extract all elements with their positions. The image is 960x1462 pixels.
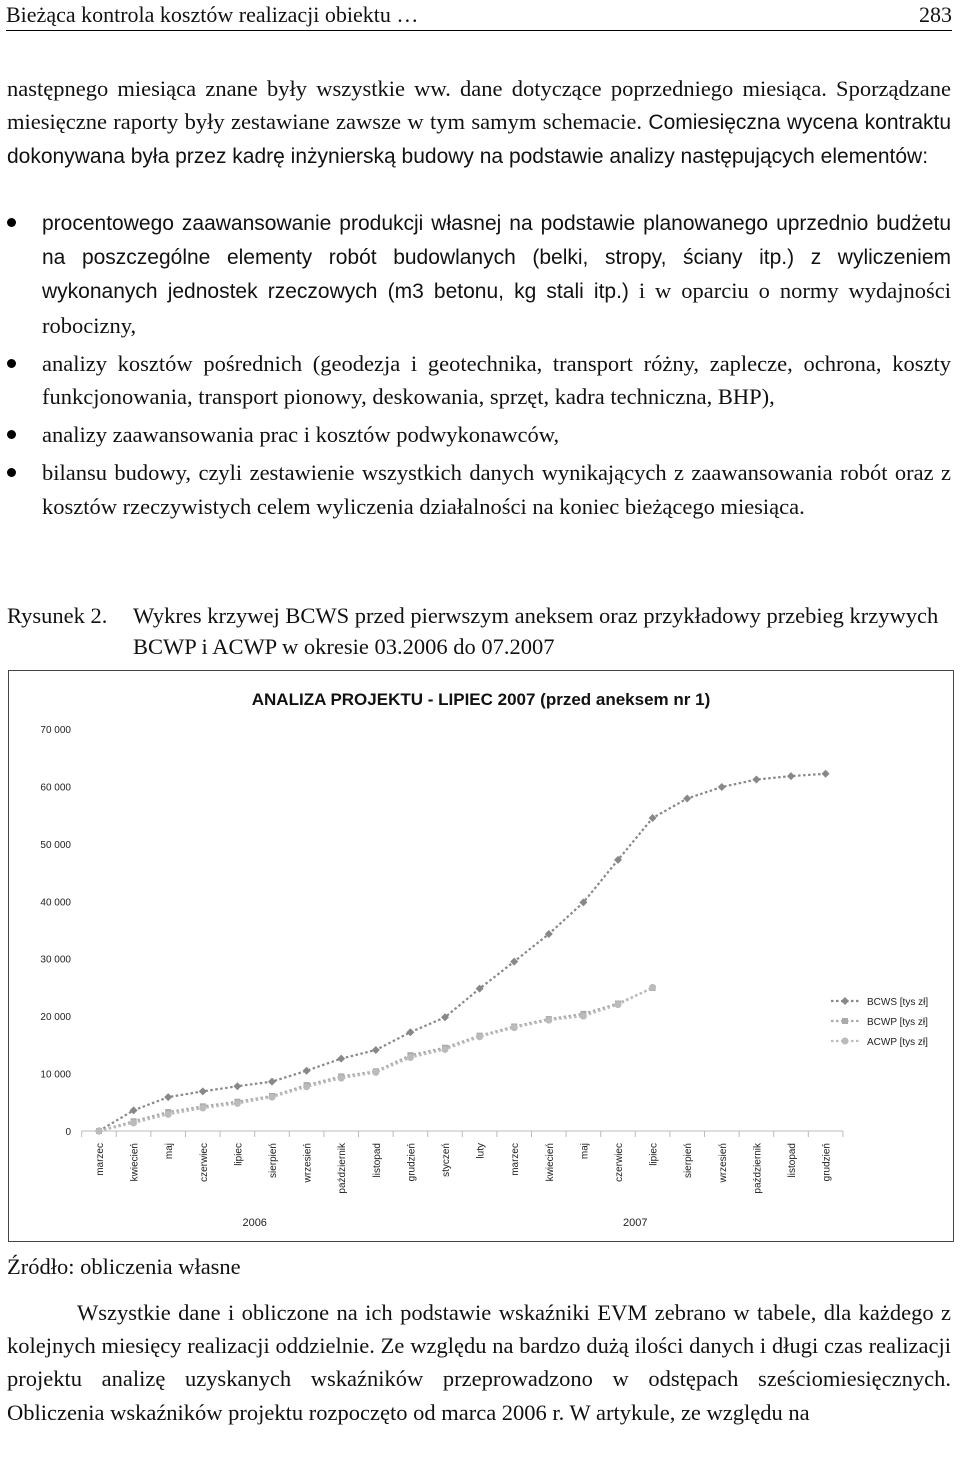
y-tick-label: 50 000 xyxy=(40,839,71,851)
x-tick-label: sierpień xyxy=(268,1143,279,1179)
acwp-point xyxy=(303,1083,310,1090)
running-header-title: Bieżąca kontrola kosztów realizacji obiektu … xyxy=(6,2,419,27)
x-tick-label: wrzesień xyxy=(302,1143,314,1183)
list-item-text: bilansu budowy, czyli zestawienie wszystkich danych wynikających z zaawansowania robót oraz z kosztów rzeczywistych celem wyliczenia działalności na koniec bieżącego miesiąca. xyxy=(42,460,951,519)
bcws-point xyxy=(164,1093,172,1101)
acwp-point xyxy=(649,984,656,991)
list-item-text: analizy kosztów pośrednich (geodezja i geotechnika, transport różny, zaplecze, ochrona, koszty funkcjonowania, transport pionowy, deskowania, sprzęt, kadra techniczna, BHP), xyxy=(42,350,951,410)
bcws-point xyxy=(406,1028,414,1036)
acwp-point xyxy=(338,1075,345,1082)
figure-source: Źródło: obliczenia własne xyxy=(7,1254,241,1279)
x-tick-label: lipiec xyxy=(233,1143,245,1166)
legend-label: BCWS [tys zł] xyxy=(867,997,929,1008)
bcws-point xyxy=(268,1078,276,1086)
legend-marker xyxy=(841,997,849,1005)
paragraph-1-serif: następnego miesiąca znane były wszystkie ww. dane dotyczące poprzedniego miesiąca. Sporządzane miesięczne raporty były zestawiane zawsze w tym samym schemacie. xyxy=(7,76,951,135)
acwp-point xyxy=(442,1046,449,1053)
acwp-point xyxy=(580,1013,587,1020)
bcws-point xyxy=(233,1082,241,1090)
series-line-1 xyxy=(99,988,653,1131)
x-tick-label: czerwiec xyxy=(198,1143,210,1182)
acwp-point xyxy=(96,1128,103,1135)
x-tick-label: marzec xyxy=(510,1143,522,1176)
acwp-point xyxy=(545,1017,552,1024)
acwp-point xyxy=(511,1024,518,1031)
paragraph-2: Wszystkie dane i obliczone na ich podstawie wskaźniki EVM zebrano w tabele, dla każdego z kolejnych miesięcy realizacji oddzielnie. Ze względu na bardzo dużą ilości danych i długi czas realizacji projektu analizę uzyskanych wskaźników przeprowadzono w odstępach sześciomiesięcznych. Obliczenia wskaźników projektu rozpoczęto od marca 2006 r. W artykule, ze względu na xyxy=(7,1300,951,1425)
acwp-point xyxy=(234,1100,241,1107)
y-tick-label: 20 000 xyxy=(40,1012,71,1024)
chart-svg xyxy=(9,671,953,1241)
x-tick-label: styczeń xyxy=(441,1143,452,1177)
bullet-icon xyxy=(7,359,16,368)
year-label: 2007 xyxy=(623,1217,648,1229)
list-item-text: analizy zaawansowania prac i kosztów podwykonawców, xyxy=(42,422,560,448)
y-tick-label: 0 xyxy=(65,1127,71,1138)
bullet-icon xyxy=(7,430,16,439)
bullet-icon xyxy=(7,468,16,477)
y-tick-label: 40 000 xyxy=(40,897,71,909)
bcws-point xyxy=(822,770,830,778)
y-tick-label: 70 000 xyxy=(40,725,71,736)
bcws-point xyxy=(718,783,726,791)
x-tick-label: listopad xyxy=(371,1143,383,1178)
figure-chart xyxy=(8,670,954,1242)
x-tick-label: grudzień xyxy=(406,1143,418,1182)
list-item xyxy=(7,206,951,342)
bcws-point xyxy=(372,1046,380,1054)
x-tick-label: wrzesień xyxy=(717,1143,729,1183)
x-tick-label: kwiecień xyxy=(129,1143,141,1182)
chart-title: ANALIZA PROJEKTU - LIPIEC 2007 (przed aneksem nr 1) xyxy=(251,690,711,709)
bcws-point xyxy=(787,772,795,780)
x-tick-label: marzec xyxy=(95,1143,106,1176)
y-tick-label: 60 000 xyxy=(40,782,71,794)
legend-label: ACWP [tys zł] xyxy=(867,1037,928,1048)
bcws-point xyxy=(303,1067,311,1075)
x-tick-label: luty xyxy=(475,1143,487,1159)
legend-label: BCWP [tys zł] xyxy=(867,1017,928,1028)
acwp-point xyxy=(476,1033,483,1040)
x-tick-label: listopad xyxy=(787,1143,798,1178)
acwp-point xyxy=(269,1094,276,1101)
acwp-point xyxy=(165,1111,172,1118)
acwp-point xyxy=(199,1105,206,1112)
x-tick-label: czerwiec xyxy=(614,1143,625,1182)
acwp-point xyxy=(407,1054,414,1061)
x-tick-label: grudzień xyxy=(821,1143,833,1182)
year-label: 2006 xyxy=(242,1217,267,1229)
bullet-list xyxy=(7,206,951,528)
paragraph-1 xyxy=(7,72,951,174)
x-tick-label: lipiec xyxy=(648,1143,660,1166)
bcws-point xyxy=(199,1087,207,1095)
running-header xyxy=(6,0,952,31)
x-tick-label: maj xyxy=(164,1143,176,1160)
series-line-0 xyxy=(99,774,826,1131)
bullet-icon xyxy=(7,218,16,227)
acwp-point xyxy=(615,1001,622,1008)
acwp-point xyxy=(130,1119,137,1126)
page-number: 283 xyxy=(919,2,952,27)
list-item xyxy=(7,418,951,451)
x-tick-label: październik xyxy=(337,1143,349,1194)
y-tick-label: 30 000 xyxy=(40,954,71,966)
list-item-sans-text: procentowego zaawansowanie produkcji własnej na podstawie planowanego uprzednio budżetu na poszczególne elementy robót budowlanych (belki, stropy, ściany itp.) z wyliczeniem wykonanych jednostek rzeczowych (m3 betonu, kg stali itp.) xyxy=(42,212,951,304)
x-tick-label: sierpień xyxy=(683,1143,695,1179)
list-item xyxy=(7,456,951,522)
list-item-text: i w oparciu o normy wydajności robocizny, xyxy=(42,278,951,338)
figure-caption xyxy=(7,600,957,664)
figure-caption-text: Wykres krzywej BCWS przed pierwszym aneksem oraz przykładowy przebieg krzywych BCWP i ACWP w okresie 03.2006 do 07.2007 xyxy=(133,603,939,659)
legend-marker xyxy=(842,1018,848,1024)
y-tick-label: 10 000 xyxy=(40,1069,71,1081)
x-tick-label: październik xyxy=(752,1143,764,1194)
acwp-point xyxy=(372,1069,379,1076)
figure-label: Rysunek 2. xyxy=(7,603,108,628)
bcws-point xyxy=(752,776,760,784)
x-tick-label: kwiecień xyxy=(544,1143,556,1182)
x-tick-label: maj xyxy=(579,1143,591,1160)
legend-marker xyxy=(842,1038,849,1045)
paragraph-1-sans: Comiesięczna wycena kontraktu dokonywana była przez kadrę inżynierską budowy na podstawie analizy następujących elementów: xyxy=(7,111,952,169)
bcws-point xyxy=(337,1055,345,1063)
list-item xyxy=(7,347,951,413)
